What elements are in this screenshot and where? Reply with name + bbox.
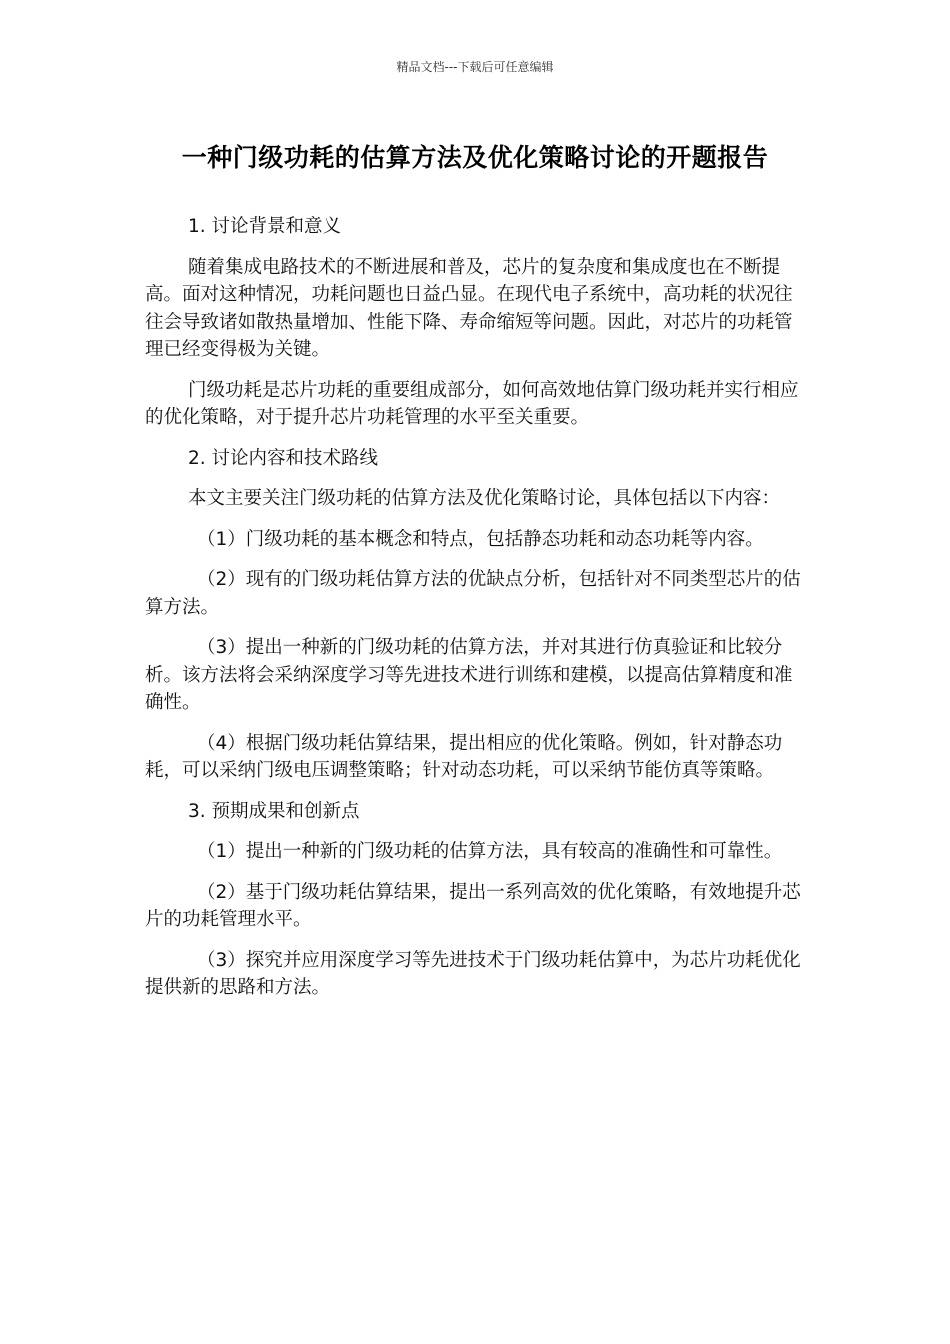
list-item: （3）探究并应用深度学习等先进技术于门级功耗估算中，为芯片功耗优化提供新的思路和方法。	[145, 949, 801, 998]
list-item: （3）提出一种新的门级功耗的估算方法，并对其进行仿真验证和比较分析。该方法将会采纳深度学习等先进技术进行训练和建模，以提高估算精度和准确性。	[145, 637, 793, 713]
section-heading-3: 3. 预期成果和创新点	[188, 800, 360, 822]
list-item: （4）根据门级功耗估算结果，提出相应的优化策略。例如，针对静态功耗，可以采纳门级电压调整策略；针对动态功耗，可以采纳节能仿真等策略。	[145, 732, 783, 781]
document-title: 一种门级功耗的估算方法及优化策略讨论的开题报告	[181, 143, 769, 172]
list-item: （2）现有的门级功耗估算方法的优缺点分析，包括针对不同类型芯片的估算方法。	[145, 569, 801, 618]
section-heading-1: 1. 讨论背景和意义	[188, 216, 342, 237]
section-heading-2: 2. 讨论内容和技术路线	[188, 447, 379, 469]
paragraph: 随着集成电路技术的不断进展和普及，芯片的复杂度和集成度也在不断提高。面对这种情况，功耗问题也日益凸显。在现代电子系统中，高功耗的状况往往会导致诸如散热量增加、性能下降、寿命缩短等问题。因此，对芯片的功耗管理已经变得极为关键。	[145, 256, 793, 360]
paragraph: 本文主要关注门级功耗的估算方法及优化策略讨论，具体包括以下内容：	[188, 488, 781, 509]
header-note: 精品文档---下载后可任意编辑	[396, 60, 554, 74]
paragraph: 门级功耗是芯片功耗的重要组成部分，如何高效地估算门级功耗并实行相应的优化策略，对于提升芯片功耗管理的水平至关重要。	[145, 379, 799, 428]
list-item: （1）提出一种新的门级功耗的估算方法，具有较高的准确性和可靠性。	[197, 841, 783, 862]
document-body	[145, 213, 807, 1015]
list-item: （1）门级功耗的基本概念和特点，包括静态功耗和动态功耗等内容。	[197, 528, 764, 550]
list-item: （2）基于门级功耗估算结果，提出一系列高效的优化策略，有效地提升芯片的功耗管理水平。	[145, 881, 801, 930]
